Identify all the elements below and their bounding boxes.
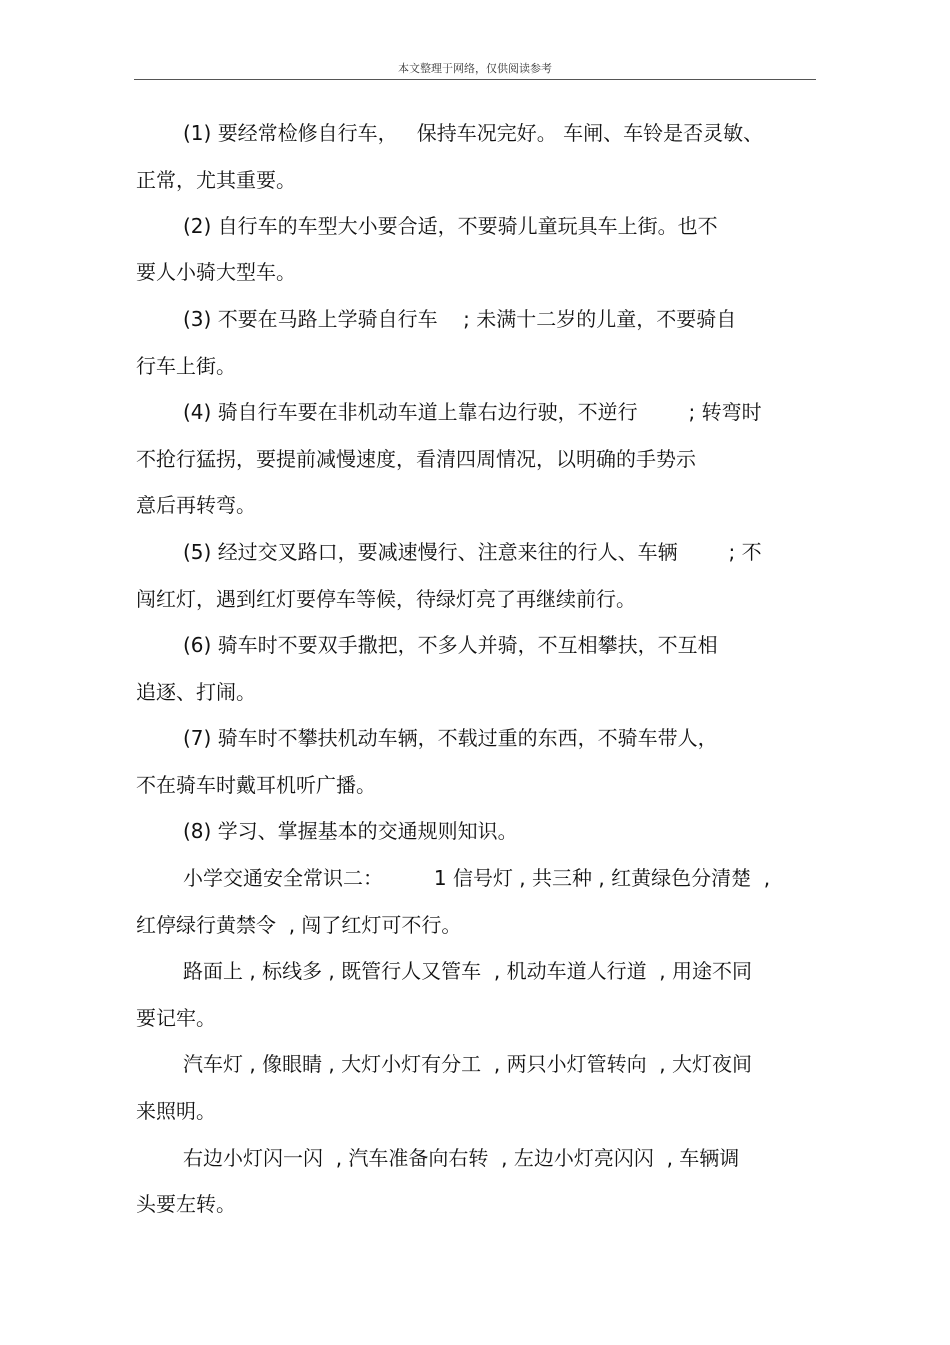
- text-line: 汽车灯 , 像眼睛 , 大灯小灯有分工 , 两只小灯管转向 , 大灯夜间: [183, 1052, 753, 1076]
- text-line: 意后再转弯。: [136, 493, 256, 517]
- text-line: (2) 自行车的车型大小要合适，不要骑儿童玩具车上街。也不: [183, 214, 718, 238]
- text-line: (4) 骑自行车要在非机动车道上靠右边行驶，不逆行 ; 转弯时: [183, 400, 762, 424]
- text-line: (6) 骑车时不要双手撒把，不多人并骑，不互相攀扶，不互相: [183, 633, 718, 657]
- header-divider: [134, 79, 816, 80]
- text-line: 正常，尤其重要。: [136, 168, 296, 192]
- text-line: 闯红灯，遇到红灯要停车等候，待绿灯亮了再继续前行。: [136, 587, 636, 611]
- text-line: (5) 经过交叉路口，要减速慢行、注意来往的行人、车辆 ; 不: [183, 540, 762, 564]
- text-line: (7) 骑车时不攀扶机动车辆，不载过重的东西，不骑车带人，: [183, 726, 718, 750]
- text-line: (3) 不要在马路上学骑自行车 ; 未满十二岁的儿童，不要骑自: [183, 307, 737, 331]
- text-line: 来照明。: [136, 1099, 216, 1123]
- text-line: 右边小灯闪一闪 , 汽车准备向右转 , 左边小灯亮闪闪 , 车辆调: [183, 1146, 740, 1170]
- text-line: (1) 要经常检修自行车， 保持车况完好。 车闸、车铃是否灵敏、: [183, 121, 764, 145]
- text-line: 行车上街。: [136, 354, 236, 378]
- text-line: (8) 学习、掌握基本的交通规则知识。: [183, 819, 518, 843]
- text-line: 不在骑车时戴耳机听广播。: [136, 773, 376, 797]
- text-line: 要人小骑大型车。: [136, 260, 296, 284]
- text-line: 红停绿行黄禁令 , 闯了红灯可不行。: [136, 913, 462, 937]
- text-line: 路面上 , 标线多 , 既管行人又管车 , 机动车道人行道 , 用途不同: [183, 959, 753, 983]
- text-line: 追逐、打闹。: [136, 680, 256, 704]
- text-line: 要记牢。: [136, 1006, 216, 1030]
- text-line: 头要左转。: [136, 1192, 236, 1216]
- text-line: 不抢行猛拐，要提前减慢速度，看清四周情况，以明确的手势示: [136, 447, 696, 471]
- page-header: 本文整理于网络，仅供阅读参考: [398, 62, 552, 75]
- text-line: 小学交通安全常识二： 1 信号灯 , 共三种 , 红黄绿色分清楚 ,: [183, 866, 771, 890]
